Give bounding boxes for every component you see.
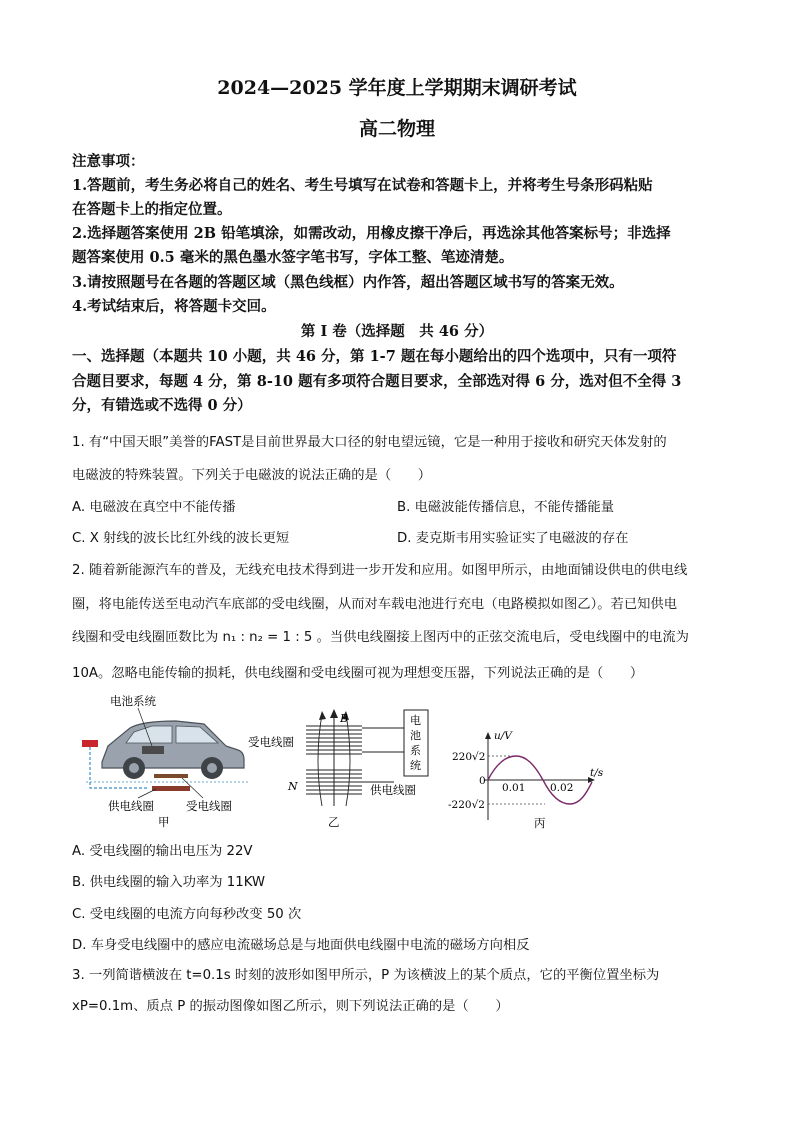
supply-coil-label: 供电线圈 xyxy=(370,783,416,797)
charger-box xyxy=(82,740,98,747)
notice-line: 在答题卡上的指定位置。 xyxy=(72,201,232,218)
figure-caption-yi: 乙 xyxy=(328,815,340,829)
q2-stem-line: 2. 随着新能源汽车的普及，无线充电技术得到进一步开发和应用。如图甲所示，由地面铺设供电的供电线 xyxy=(72,563,688,578)
supply-coil xyxy=(152,786,190,791)
receive-coil xyxy=(154,774,188,778)
tick-bottom: -220√2 xyxy=(448,799,485,811)
q1-option-d: D. 麦克斯韦用实验证实了电磁波的存在 xyxy=(397,531,629,546)
b-field-label: B xyxy=(340,712,349,725)
tick-top: 220√2 xyxy=(452,751,486,763)
receive-coil-label: 受电线圈 xyxy=(186,799,232,813)
notice-line: 1.答题前，考生务必将自己的姓名、考生号填写在试卷和答题卡上，并将考生号条形码粘贴 xyxy=(72,177,653,194)
section-intro-line: 合题目要求，每题 4 分，第 8-10 题有多项符合题目要求，全部选对得 6 分，选对但不全得 3 xyxy=(72,373,682,390)
q1-stem-line: 1. 有“中国天眼”美誉的FAST是目前世界最大口径的射电望远镜，它是一种用于接收和研究天体发射的 xyxy=(72,435,667,450)
section-intro-line: 分，有错选或不选得 0 分） xyxy=(72,397,252,414)
q2-option-a: A. 受电线圈的输出电压为 22V xyxy=(72,844,253,859)
q1-option-a: A. 电磁波在真空中不能传播 xyxy=(72,500,236,515)
battery-box-label: 电池系统 xyxy=(410,714,421,772)
q1-option-c: C. X 射线的波长比红外线的波长更短 xyxy=(72,531,290,546)
q2-stem-line: 圈，将电能传送至电动汽车底部的受电线圈，从而对车载电池进行充电（电路模拟如图乙）。若已知供电 xyxy=(72,597,678,612)
t-axis-label: t/s xyxy=(590,767,604,779)
section-title: 第 I 卷（选择题 共 46 分） xyxy=(300,323,494,340)
exam-subtitle: 高二物理 xyxy=(358,118,435,140)
notice-line: 题答案使用 0.5 毫米的黑色墨水签字笔书写，字体工整、笔迹清楚。 xyxy=(72,249,514,266)
car-body xyxy=(102,721,244,768)
q1-stem-line: 电磁波的特殊装置。下列关于电磁波的说法正确的是（ ） xyxy=(72,468,432,483)
figure-yi xyxy=(244,706,440,830)
q1-option-b: B. 电磁波能传播信息，不能传播能量 xyxy=(397,500,615,515)
supply-coil-label: 供电线圈 xyxy=(108,799,154,813)
figure-bing xyxy=(446,730,606,830)
n-pole-label: N xyxy=(288,780,298,793)
figure-caption-jia: 甲 xyxy=(158,815,170,828)
section-intro-line: 一、选择题（本题共 10 小题，共 46 分，第 1-7 题在每小题给出的四个选项中，只有一项符 xyxy=(72,348,677,365)
q2-option-d: D. 车身受电线圈中的感应电流磁场总是与地面供电线圈中电流的磁场方向相反 xyxy=(72,938,530,953)
q3-stem-line: 3. 一列简谐横波在 t=0.1s 时刻的波形如图甲所示，P 为该横波上的某个质点，它的平衡位置坐标为 xyxy=(72,968,660,983)
u-axis-label: u/V xyxy=(494,730,512,742)
tick-zero: 0 xyxy=(479,775,486,787)
receive-coil-label: 受电线圈 xyxy=(248,735,294,749)
battery-system xyxy=(142,746,164,754)
tick-x1: 0.01 xyxy=(502,782,526,794)
q3-stem-line: xP=0.1m、质点 P 的振动图像如图乙所示，则下列说法正确的是（ ） xyxy=(72,999,509,1014)
q2-stem-line: 10A。忽略电能传输的损耗，供电线圈和受电线圈可视为理想变压器，下列说法正确的是（ ） xyxy=(72,666,644,681)
battery-system-label: 电池系统 xyxy=(110,694,156,708)
notice-heading: 注意事项： xyxy=(72,153,145,170)
supply-coil-windings xyxy=(306,770,362,794)
q2-stem-line: 线圈和受电线圈匝数比为 n₁ : n₂ = 1 : 5 。当供电线圈接上图丙中的正弦交流电后，受电线圈中的电流为 xyxy=(72,630,689,645)
notice-line: 3.请按照题号在各题的答题区域（黑色线框）内作答，超出答题区域书写的答案无效。 xyxy=(72,274,624,291)
q2-option-b: B. 供电线圈的输入功率为 11KW xyxy=(72,875,266,890)
notice-line: 4.考试结束后，将答题卡交回。 xyxy=(72,298,276,315)
figure-jia xyxy=(68,688,258,828)
exam-title: 2024—2025 学年度上学期期末调研考试 xyxy=(217,77,577,99)
q2-option-c: C. 受电线圈的电流方向每秒改变 50 次 xyxy=(72,907,302,922)
notice-line: 2.选择题答案使用 2B 铅笔填涂，如需改动，用橡皮擦干净后，再选涂其他答案标号；非选择 xyxy=(72,225,671,242)
tick-x2: 0.02 xyxy=(550,782,574,794)
figure-caption-bing: 丙 xyxy=(534,816,546,830)
